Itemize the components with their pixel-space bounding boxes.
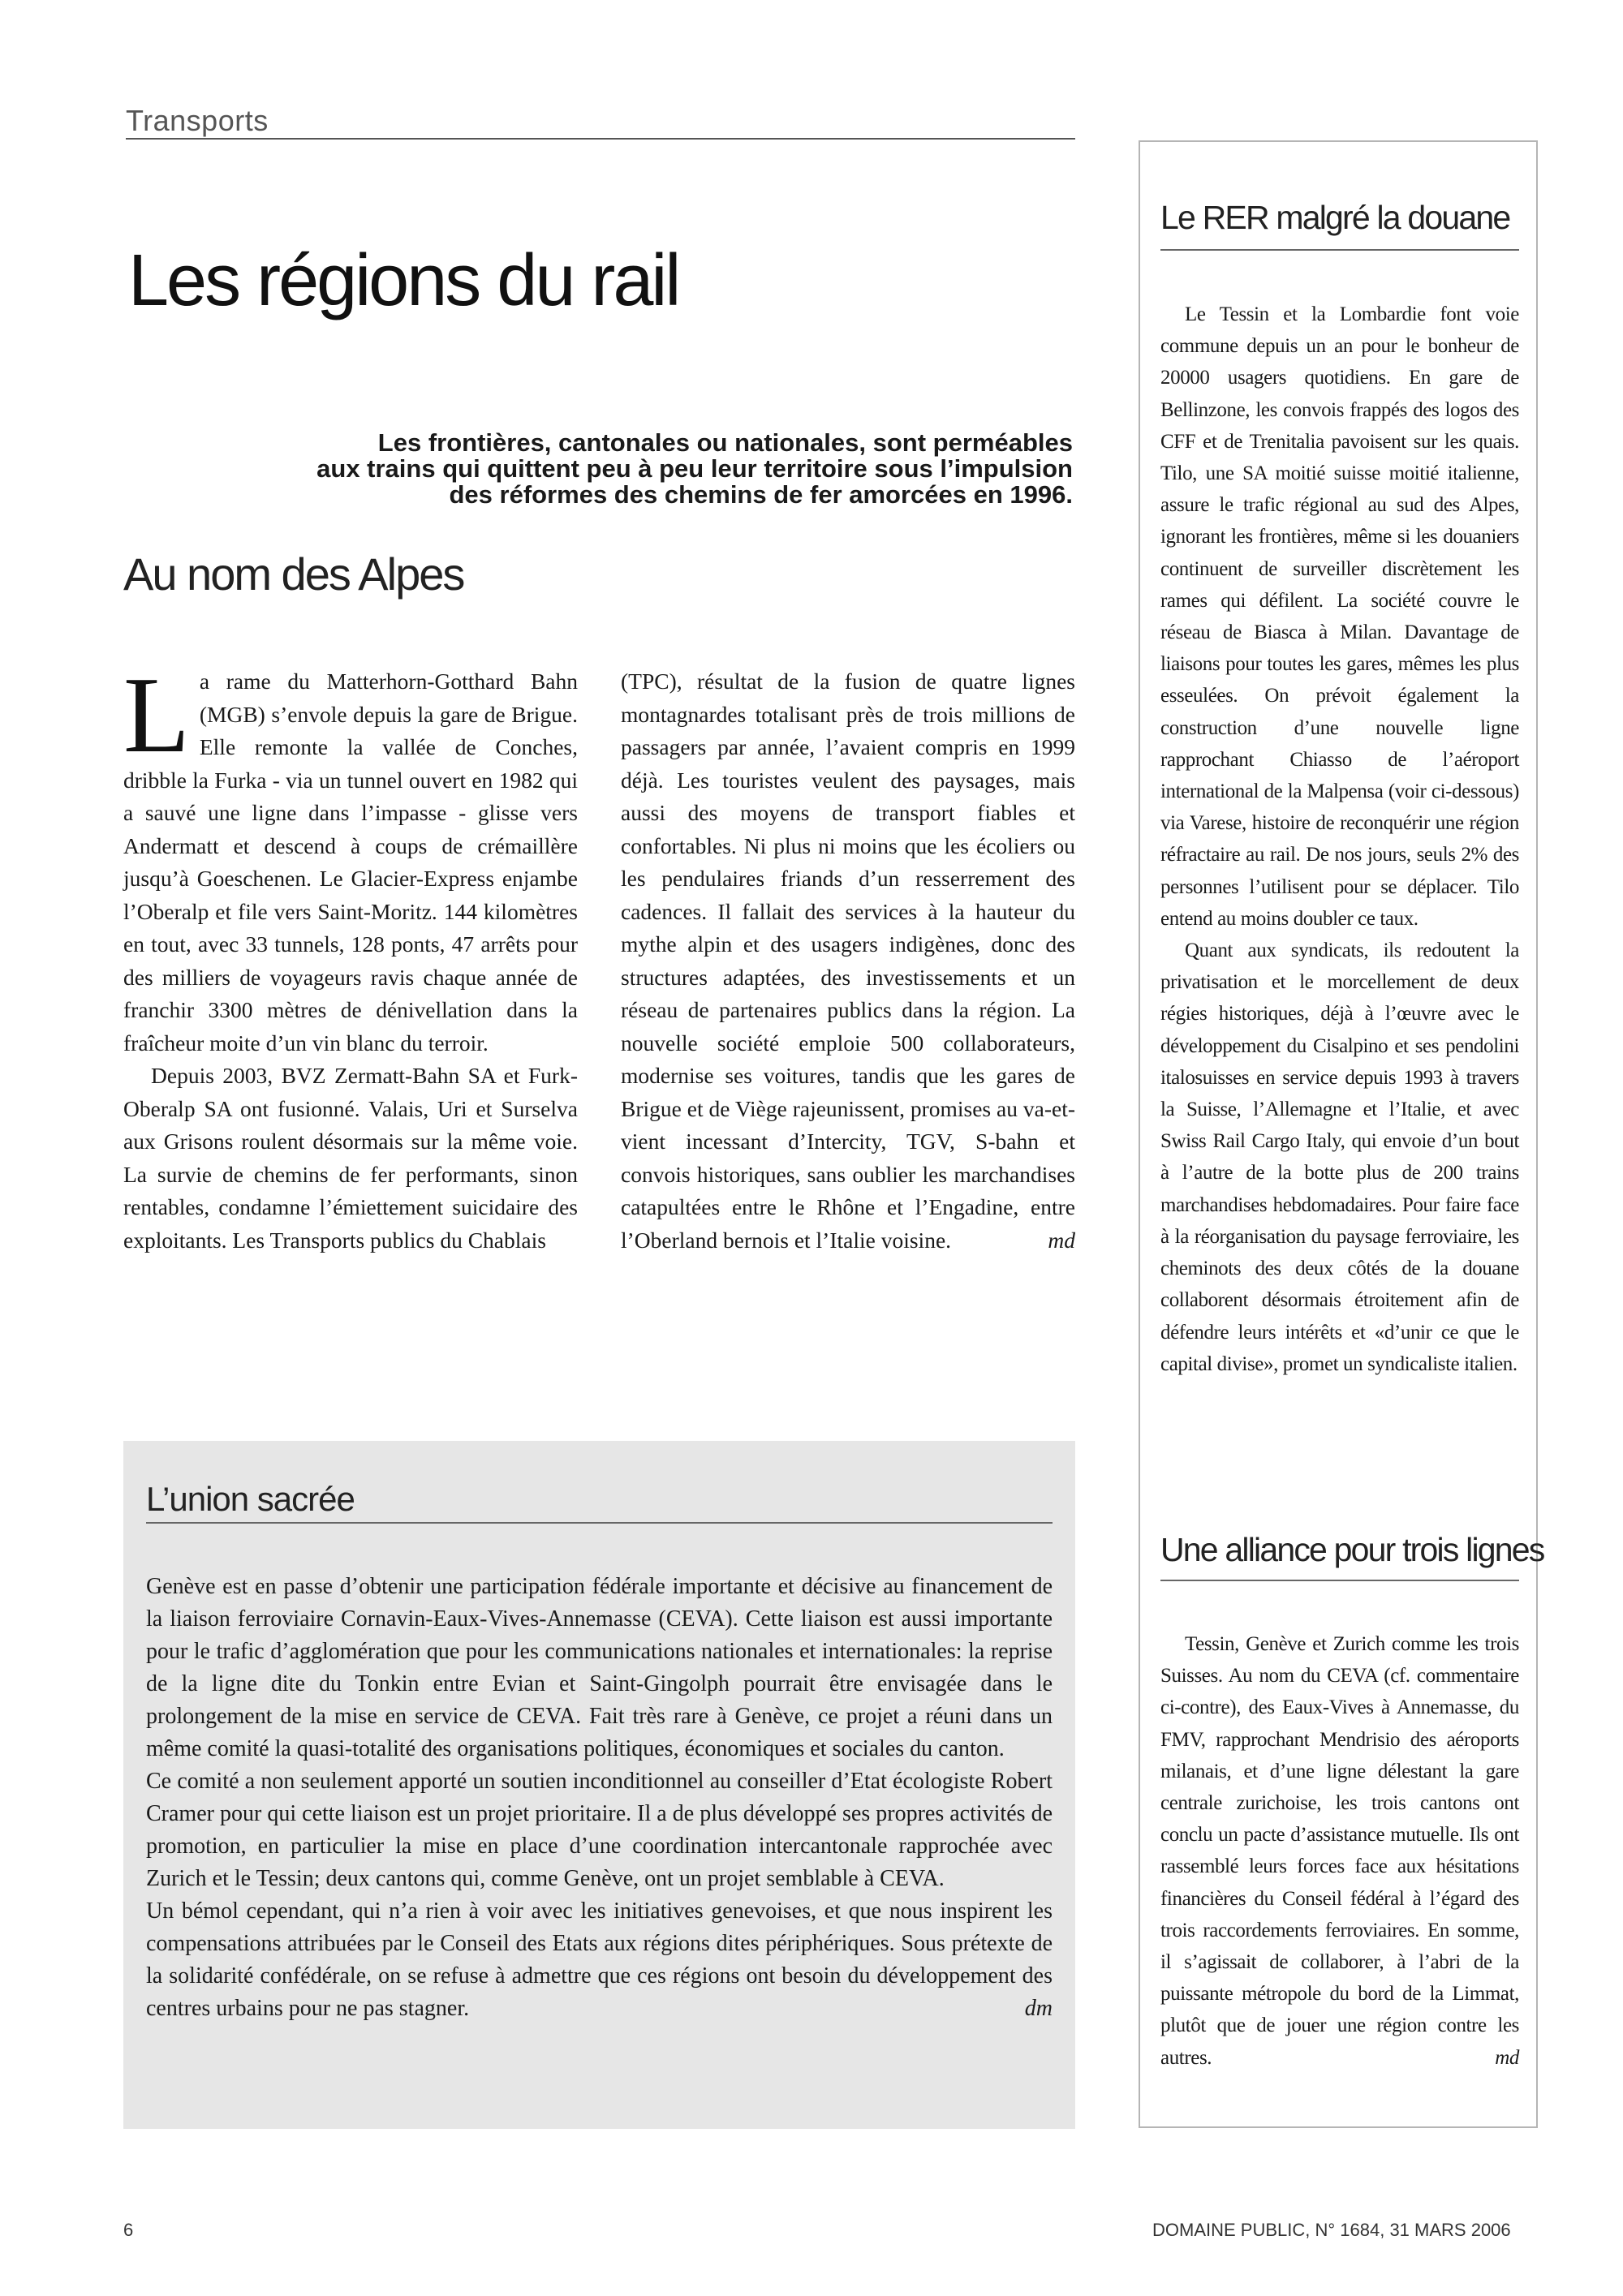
article-column-2 — [621, 665, 1075, 1257]
author-signature: md — [1495, 2046, 1519, 2069]
lead-line: des réformes des chemins de fer amorcées en 1996. — [449, 480, 1073, 509]
sidebar-title-rule — [1160, 1580, 1519, 1581]
paragraph-text: (TPC), résultat de la fusion de quatre lignes montagnardes totalisant près de trois millions de passagers par année, l’avaient compris en 1999 déjà. Les touristes veulent des paysages, mais aussi des moyens de transport fiables et confortables. Ni plus ni moins que les écoliers ou les pendulaires friands d’un resserrement des cadences. Il fallait des services à la hauteur du mythe alpin et des usagers indigènes, donc des structures adaptées, des investissements et un réseau de partenaires publics dans la région. La nouvelle société emploie 500 collaborateurs, modernise ses voitures, tandis que les gares de Brigue et de Viège rajeunissent, promises au va-et-vient incessant d’Intercity, TGV, S-bahn et convois historiques, sans oublier les marchandises catapultées entre le Rhône et l’Engadine, entre l’Oberland bernois et l’Italie voisine. — [621, 669, 1075, 1253]
article-paragraph — [123, 655, 578, 1060]
lead-line: Les frontières, cantonales ou nationales, sont perméables — [377, 428, 1073, 457]
union-sacree-box — [123, 1441, 1075, 2129]
sidebar-title-rer: Le RER malgré la douane — [1160, 199, 1510, 236]
box-title: L’union sacrée — [146, 1480, 355, 1518]
article-lead — [130, 430, 1073, 508]
section-rule — [126, 138, 1075, 140]
author-signature: md — [1048, 1227, 1075, 1253]
sidebar-body-rer — [1160, 299, 1519, 1380]
drop-cap: L — [123, 655, 190, 775]
box-paragraph — [146, 1895, 1053, 2025]
paragraph-text: a rame du Matterhorn-Gotthard Bahn (MGB) s’envole depuis la gare de Brigue. Elle remonte la vallée de Conches, dribble la Furka - via un tunnel ouvert en 1982 qui a sauvé une ligne dans l’impasse - glisse vers Andermatt et descend à coups de crémaillère jusqu’à Goeschenen. Le Glacier-Express enjambe l’Oberalp et file vers Saint-Moritz. 144 kilomètres en tout, avec 33 tunnels, 128 ponts, 47 arrêts pour des milliers de voyageurs ravis chaque année de franchir 3300 mètres de dénivellation dans la fraîcheur moite d’un vin blanc du terroir. — [123, 669, 578, 1056]
publication-info: DOMAINE PUBLIC, N° 1684, 31 MARS 2006 — [1152, 2220, 1511, 2240]
sidebar-title-rule — [1160, 249, 1519, 251]
section-label: Transports — [126, 104, 269, 137]
paragraph-text: Tessin, Genève et Zurich comme les trois Suisses. Au nom du CEVA (cf. commentaire ci-contre), des Eaux-Vives à Annemasse, du FMV, rapprochant Mendrisio des aéroports milanais, et d’une ligne délestant la gare centrale zurichoise, les trois cantons ont conclu un pacte d’assistance mutuelle. Ils ont rassemblé leurs forces face aux hésitations financières du Conseil fédéral à l’égard des trois raccordements ferroviaires. En somme, il s’agissait de collaborer, à l’abri de la puissante métropole du bord de la Limmat, plutôt que de jouer une région contre les autres. — [1160, 1633, 1519, 2069]
box-body — [146, 1571, 1053, 2025]
article-paragraph: Depuis 2003, BVZ Zermatt-Bahn SA et Furk-Oberalp SA ont fusionné. Valais, Uri et Surselva aux Grisons roulent désormais sur la même voie. La survie de chemins de fer performants, sinon rentables, condamne l’émiettement suicidaire des exploitants. Les Transports publics du Chablais — [123, 1063, 578, 1253]
author-signature: dm — [1024, 1996, 1053, 2021]
box-title-rule — [146, 1522, 1053, 1524]
section-heading: Au nom des Alpes — [123, 548, 464, 600]
sidebar-paragraph — [1160, 1628, 1519, 2074]
sidebar-body-alliance — [1160, 1628, 1519, 2074]
sidebar-paragraph: Quant aux syndicats, ils redoutent la privatisation et le morcellement de deux régies historiques, déjà à l’œuvre avec le développement du Cisalpino et ses pendolini italosuisses en service depuis 1993 à travers la Suisse, l’Allemagne et l’Italie, et avec Swiss Rail Cargo Italy, qui envoie d’un bout à l’autre de la botte plus de 200 trains marchandises hebdomadaires. Pour faire face à la réorganisation du paysage ferroviaire, les cheminots des deux côtés de la douane collaborent désormais étroitement afin de défendre leurs intérêts et «d’unir ce que le capital divise», promet un syndicaliste italien. — [1160, 939, 1519, 1375]
article-title: Les régions du rail — [128, 240, 679, 321]
sidebar — [1139, 140, 1544, 2128]
lead-line: aux trains qui quittent peu à peu leur territoire sous l’impulsion — [316, 454, 1073, 483]
box-paragraph: Ce comité a non seulement apporté un soutien inconditionnel au conseiller d’Etat écologiste Robert Cramer pour qui cette liaison est un projet prioritaire. Il a de plus développé ses propres activités de promotion, en particulier la mise en place d’une coordination intercantonale rapprochée avec Zurich et le Tessin; deux cantons qui, comme Genève, ont un projet semblable à CEVA. — [146, 1769, 1053, 1891]
paragraph-text: Un bémol cependant, qui n’a rien à voir avec les initiatives genevoises, et que nous inspirent les compensations attribuées par le Conseil des Etats aux régions dites périphériques. Sous prétexte de la solidarité confédérale, on se refuse à admettre que ces régions ont besoin du développement des centres urbains pour ne pas stagner. — [146, 1898, 1053, 2021]
box-paragraph: Genève est en passe d’obtenir une participation fédérale importante et décisive au financement de la liaison ferroviaire Cornavin-Eaux-Vives-Annemasse (CEVA). Cette liaison est aussi importante pour le trafic d’agglomération que pour les communications nationales et internationales: la reprise de la ligne dite du Tonkin entre Evian et Saint-Gingolph pourrait être envisagée dans le prolongement de la mise en service de CEVA. Fait très rare à Genève, ce projet a réuni dans un même comité la quasi-totalité des organisations politiques, économiques et sociales du canton. — [146, 1574, 1053, 1761]
sidebar-title-alliance: Une alliance pour trois lignes — [1160, 1531, 1544, 1568]
article-paragraph — [621, 665, 1075, 1257]
page-number: 6 — [123, 2220, 134, 2240]
sidebar-paragraph: Le Tessin et la Lombardie font voie commune depuis un an pour le bonheur de 20000 usagers quotidiens. En gare de Bellinzone, les convois frappés des logos des CFF et de Trenitalia pavoisent sur les quais. Tilo, une SA moitié suisse moitié italienne, assure le trafic régional au sud des Alpes, ignorant les frontières, même si les douaniers continuent de surveiller discrètement les rames qui défilent. La société couvre le réseau de Biasca à Milan. Davantage de liaisons pour toutes les gares, mêmes les plus esseulées. On prévoit également la construction d’une nouvelle ligne rapprochant Chiasso de l’aéroport international de la Malpensa (voir ci-dessous) via Varese, histoire de reconquérir une région réfractaire au rail. De nos jours, seuls 2% des personnes l’utilisent pour se déplacer. Tilo entend au moins doubler ce taux. — [1160, 303, 1519, 930]
article-column-1 — [123, 655, 578, 1257]
